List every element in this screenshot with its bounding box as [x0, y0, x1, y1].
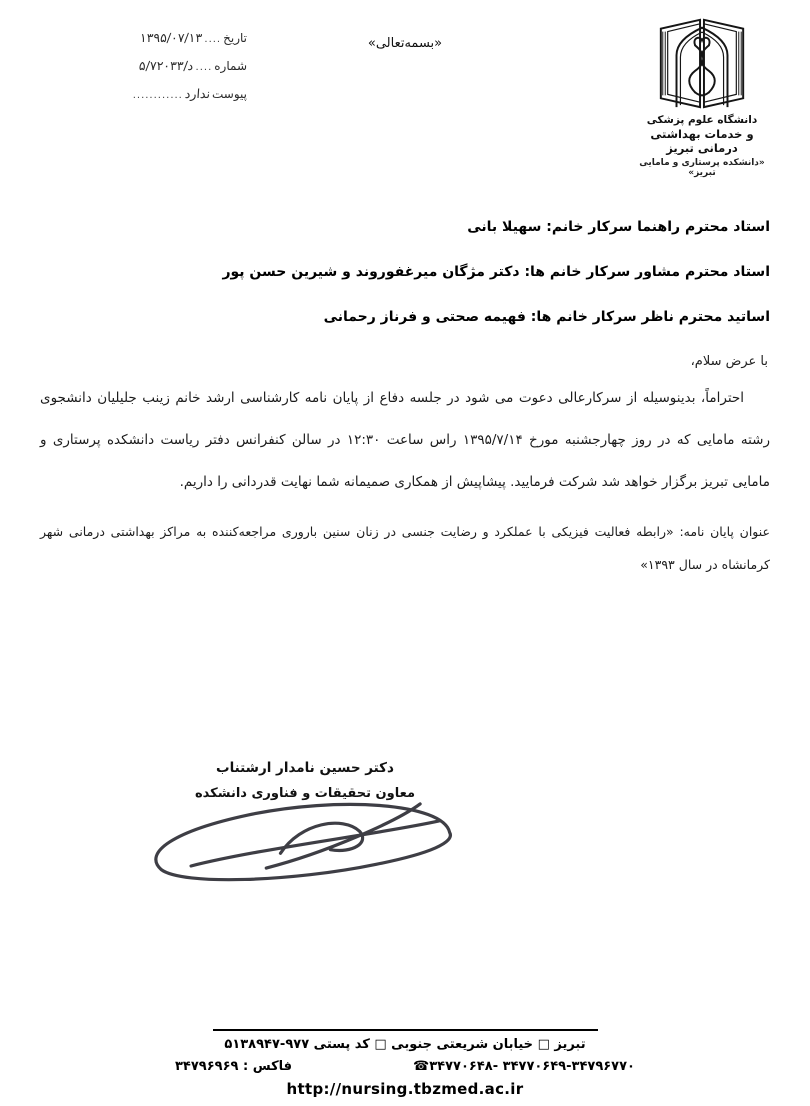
salutation-text: با عرض سلام، [690, 354, 768, 369]
basmala-text: «بسمه‌تعالی» [367, 36, 443, 51]
address-line: تبریز □ خیابان شریعتی جنوبی □ کد پستی ۹۷۷-۵۱۳۸۹۴۷ [224, 1037, 586, 1052]
letter-body [40, 205, 770, 581]
phone-numbers: ☎۳۴۷۷۰۶۴۸- ۳۴۷۷۰۶۴۹-۳۴۷۹۶۷۷۰ [413, 1059, 635, 1074]
signature-block [140, 760, 470, 801]
date-dots: .... [204, 34, 222, 45]
number-field [62, 58, 247, 73]
handwritten-signature-icon [130, 788, 480, 898]
logo-caption-university: دانشگاه علوم پزشکی [646, 114, 758, 126]
university-logo [632, 12, 772, 178]
letterhead-footer [0, 1029, 810, 1098]
attachment-value: ندارد [184, 86, 211, 101]
recipient-line-consultants: استاد محترم مشاور سرکار خانم ها: دکتر مژگان میرغفوروند و شیرین حسن پور [222, 264, 770, 280]
recipient-line-advisor: استاد محترم راهنما سرکار خانم: سهیلا بانی [467, 219, 770, 235]
number-value: ۵/د/۷۲۰۳۳ [138, 58, 195, 73]
number-label: شماره [214, 59, 247, 73]
footer-divider [213, 1029, 598, 1031]
fax-number: فاکس : ۳۴۷۹۶۹۶۹ [175, 1059, 293, 1074]
thesis-title-paragraph: عنوان پایان نامه: «رابطه فعالیت فیزیکی با عملکرد و رضایت جنسی در زنان سنین باروری مراجعه‌کننده به مراکز بهداشتی درمانی شهر کرمانشاه در سال ۱۳۹۳» [40, 524, 770, 572]
logo-caption-services: و خدمات بهداشتی درمانی تبریز [650, 127, 754, 155]
university-emblem-icon [643, 12, 761, 112]
attachment-field [62, 86, 247, 101]
number-dots: .... [195, 62, 213, 73]
date-value: ۱۳۹۵/۰۷/۱۳ [139, 30, 203, 45]
signer-name: دکتر حسین نامدار ارشتناب [216, 760, 394, 776]
invitation-paragraph: احتراماً، بدینوسیله از سرکارعالی دعوت می شود در جلسه دفاع از پایان نامه کارشناسی ارشد خانم زینب جلیلیان دانشجوی رشته مامایی که در روز چهارجشنبه مورخ ۱۳۹۵/۷/۱۴ راس ساعت ۱۲:۳۰ در سالن کنفرانس دفتر ریاست دانشکده پرستاری و مامایی تبریز برگزار خواهد شد شرکت فرمایید. پیشاپیش از همکاری صمیمانه شما نهایت قدردانی را داریم. [40, 390, 770, 490]
date-label: تاریخ [223, 31, 247, 45]
recipient-line-examiners: اساتید محترم ناظر سرکار خانم ها: فهیمه صحتی و فرناز رحمانی [323, 309, 770, 325]
website-url: http://nursing.tbzmed.ac.ir [286, 1080, 524, 1098]
attachment-dots: ............ [132, 90, 183, 101]
contact-line [175, 1059, 635, 1074]
signer-title: معاون تحقیقات و فناوری دانشکده [194, 786, 415, 801]
attachment-label: پیوست [212, 87, 247, 101]
logo-caption-faculty: «دانشکده پرستاری و مامایی تبریز» [639, 158, 765, 178]
